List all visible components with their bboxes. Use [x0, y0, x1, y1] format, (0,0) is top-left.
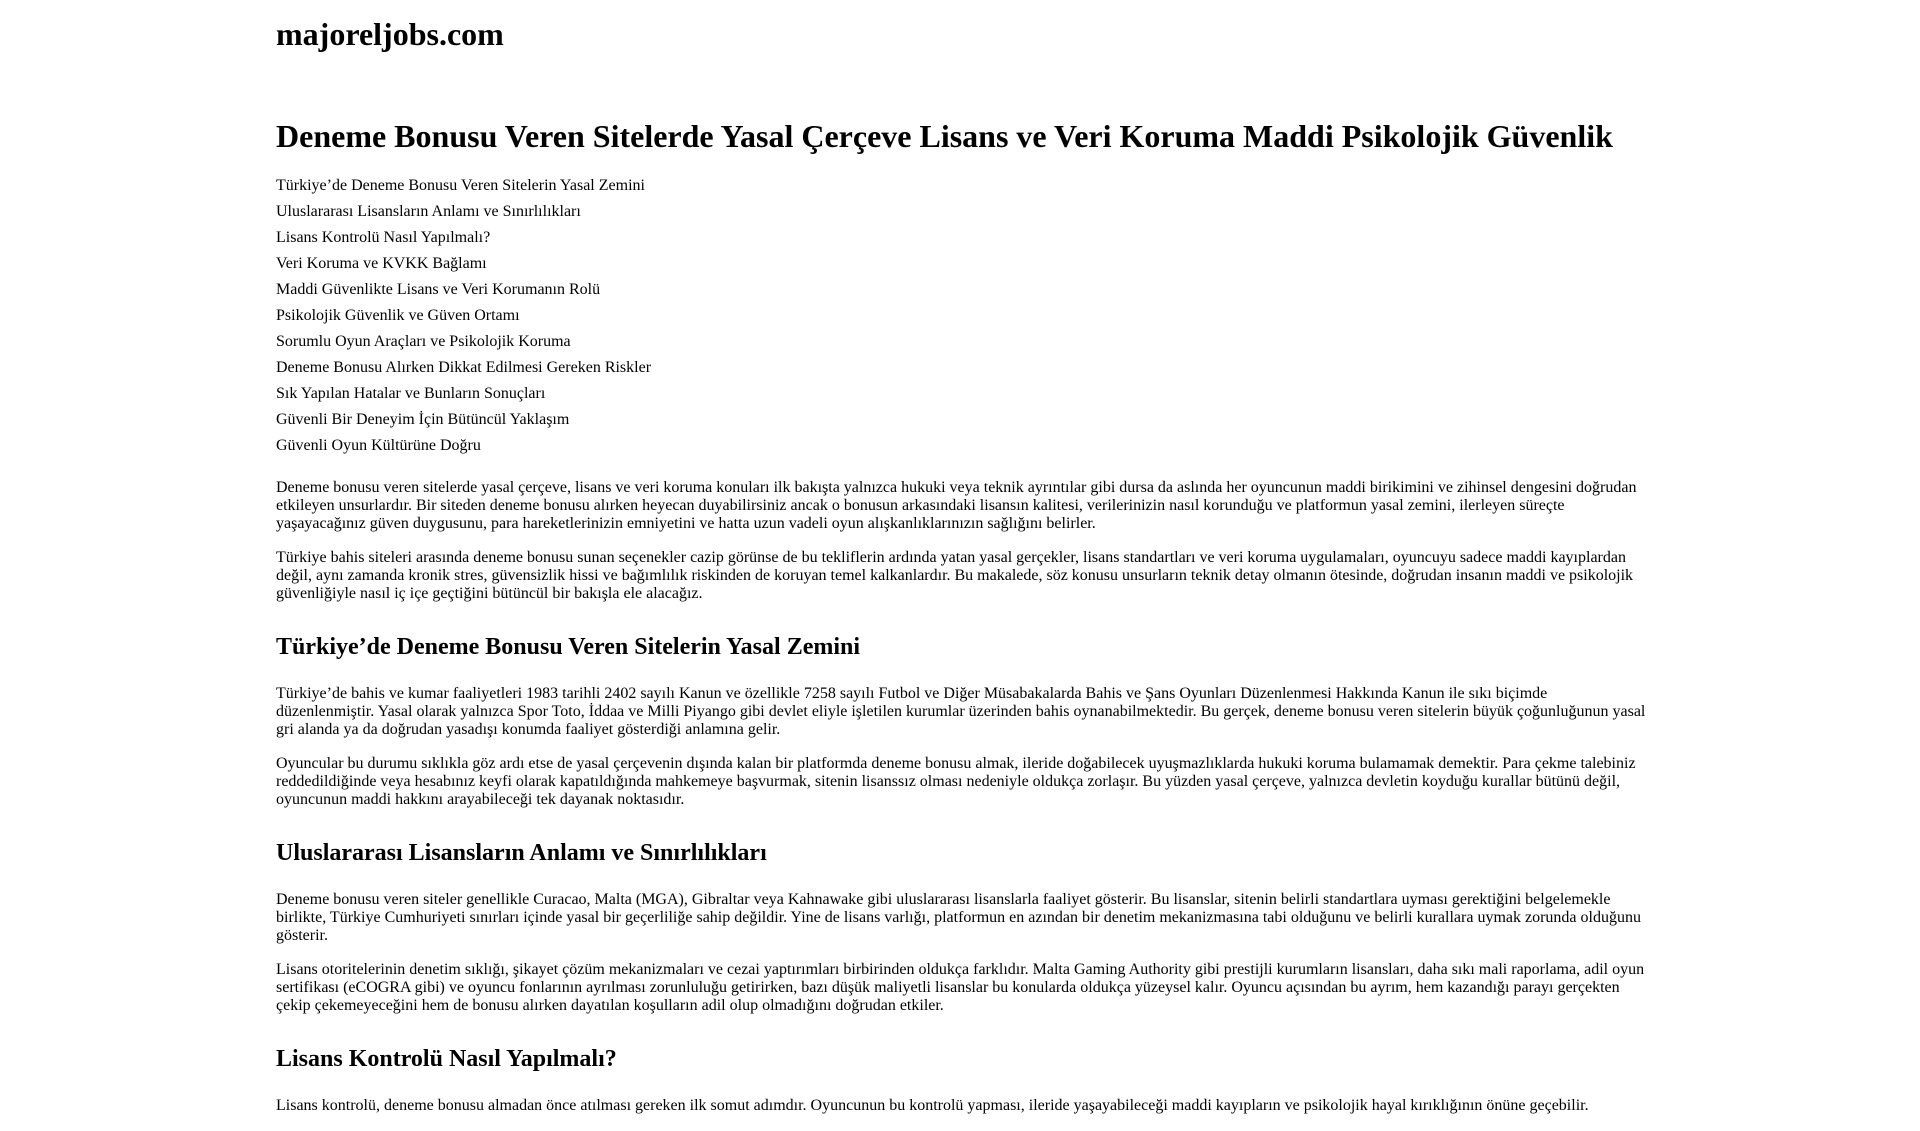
intro-paragraph: Deneme bonusu veren sitelerde yasal çerçeve, lisans ve veri koruma konuları ilk bakışta yalnızca hukuki veya teknik ayrıntılar gibi dursa da aslında her oyuncunun maddi birikimini ve zihinsel dengesini doğrudan etkileyen unsurlardır. Bir siteden deneme bonusu alırken heyecan duyabilirsiniz ancak o bonusun arkasındaki lisansın kalitesi, verilerinizin nasıl korunduğu ve platformun yasal zemini, ilerleyen süreçte yaşayacağınız güven duygusunu, para hareketlerinizin emniyetini ve hatta uzun vadeli oyun alışkanlıklarınızın sağlığını belirler.: [276, 479, 1637, 532]
toc-item[interactable]: Maddi Güvenlikte Lisans ve Veri Korumanın Rolü: [276, 281, 601, 298]
toc-item[interactable]: Veri Koruma ve KVKK Bağlamı: [276, 255, 487, 272]
toc-item[interactable]: Psikolojik Güvenlik ve Güven Ortamı: [276, 307, 520, 324]
section-heading: Uluslararası Lisansların Anlamı ve Sınırlılıkları: [276, 840, 767, 866]
section-paragraph: Oyuncular bu durumu sıklıkla göz ardı etse de yasal çerçevenin dışında kalan bir platformda deneme bonusu almak, ileride doğabilecek uyuşmazlıklarda hukuki koruma bulamamak demektir. Para çekme talebiniz reddedildiğinde veya hesabınız keyfi olarak kapatıldığında mahkemeye başvurmak, sitenin lisanssız olması nedeniyle oldukça zorlaşır. Bu yüzden yasal çerçeve, yalnızca devletin koyduğu kurallar bütünü değil, oyuncunun maddi hakkını arayabileceği tek dayanak noktasıdır.: [276, 755, 1636, 808]
toc-item[interactable]: Lisans Kontrolü Nasıl Yapılmalı?: [276, 229, 491, 246]
article-title: Deneme Bonusu Veren Sitelerde Yasal Çerçeve Lisans ve Veri Koruma Maddi Psikolojik Güvenlik: [276, 118, 1613, 154]
toc-item[interactable]: Türkiye’de Deneme Bonusu Veren Sitelerin Yasal Zemini: [276, 177, 645, 194]
section-paragraph: Türkiye’de bahis ve kumar faaliyetleri 1983 tarihli 2402 sayılı Kanun ve özellikle 7258 sayılı Futbol ve Diğer Müsabakalarda Bahis ve Şans Oyunları Düzenlenmesi Hakkında Kanun ile sıkı biçimde düzenlenmiştir. Yasal olarak yalnızca Spor Toto, İddaa ve Milli Piyango gibi devlet eliyle işletilen kurumlar üzerinden bahis oynanabilmektedir. Bu gerçek, deneme bonusu veren sitelerin büyük çoğunluğunun yasal gri alanda ya da doğrudan yasadışı konumda faaliyet gösterdiği anlamına gelir.: [276, 685, 1646, 738]
toc-item[interactable]: Güvenli Bir Deneyim İçin Bütüncül Yaklaşım: [276, 411, 570, 428]
toc-item[interactable]: Uluslararası Lisansların Anlamı ve Sınırlılıkları: [276, 203, 581, 220]
section-paragraph: Deneme bonusu veren siteler genellikle Curacao, Malta (MGA), Gibraltar veya Kahnawake gibi uluslararası lisanslarla faaliyet gösterir. Bu lisanslar, sitenin belirli standartlara uyması gerektiğini belgelemekle birlikte, Türkiye Cumhuriyeti sınırları içinde yasal bir geçerliliğe sahip değildir. Yine de lisans varlığı, platformun en azından bir denetim mekanizmasına tabi olduğunu ve belirli kurallara uymak zorunda olduğunu gösterir.: [276, 891, 1641, 944]
section-heading: Lisans Kontrolü Nasıl Yapılmalı?: [276, 1046, 617, 1072]
article-body: [276, 479, 1646, 1131]
toc-item[interactable]: Sorumlu Oyun Araçları ve Psikolojik Koruma: [276, 333, 571, 350]
table-of-contents: [276, 173, 651, 459]
toc-item[interactable]: Sık Yapılan Hatalar ve Bunların Sonuçları: [276, 385, 546, 402]
section-paragraph: Lisans kontrolü, deneme bonusu almadan önce atılması gereken ilk somut adımdır. Oyuncunun bu kontrolü yapması, ileride yaşayabileceği maddi kayıpların ve psikolojik hayal kırıklığının önüne geçebilir.: [276, 1097, 1589, 1114]
toc-item[interactable]: Güvenli Oyun Kültürüne Doğru: [276, 437, 481, 454]
section-paragraph: Lisans otoritelerinin denetim sıklığı, şikayet çözüm mekanizmaları ve cezai yaptırımları birbirinden oldukça farklıdır. Malta Gaming Authority gibi prestijli kurumların lisansları, daha sıkı mali raporlama, adil oyun sertifikası (eCOGRA gibi) ve oyuncu fonlarının ayrılması zorunluluğu getirirken, bazı düşük maliyetli lisanslar bu konularda oldukça yüzeysel kalır. Oyuncu açısından bu ayrım, hem kazandığı parayı gerçekten çekip çekemeyeceğini hem de bonusu alırken dayatılan koşulların adil olup olmadığını doğrudan etkiler.: [276, 961, 1645, 1014]
intro-paragraph: Türkiye bahis siteleri arasında deneme bonusu sunan seçenekler cazip görünse de bu tekliflerin ardında yatan yasal gerçekler, lisans standartları ve veri koruma uygulamaları, oyuncuyu sadece maddi kayıplardan değil, aynı zamanda kronik stres, güvensizlik hissi ve bağımlılık riskinden de koruyan temel kalkanlardır. Bu makalede, söz konusu unsurların teknik detay olmanın ötesinde, doğrudan insanın maddi ve psikolojik güvenliğiyle nasıl iç içe geçtiğini bütüncül bir bakışla ele alacağız.: [276, 549, 1634, 602]
site-title[interactable]: majoreljobs.com: [276, 16, 504, 52]
toc-item[interactable]: Deneme Bonusu Alırken Dikkat Edilmesi Gereken Riskler: [276, 359, 652, 376]
section-heading: Türkiye’de Deneme Bonusu Veren Sitelerin Yasal Zemini: [276, 634, 861, 660]
